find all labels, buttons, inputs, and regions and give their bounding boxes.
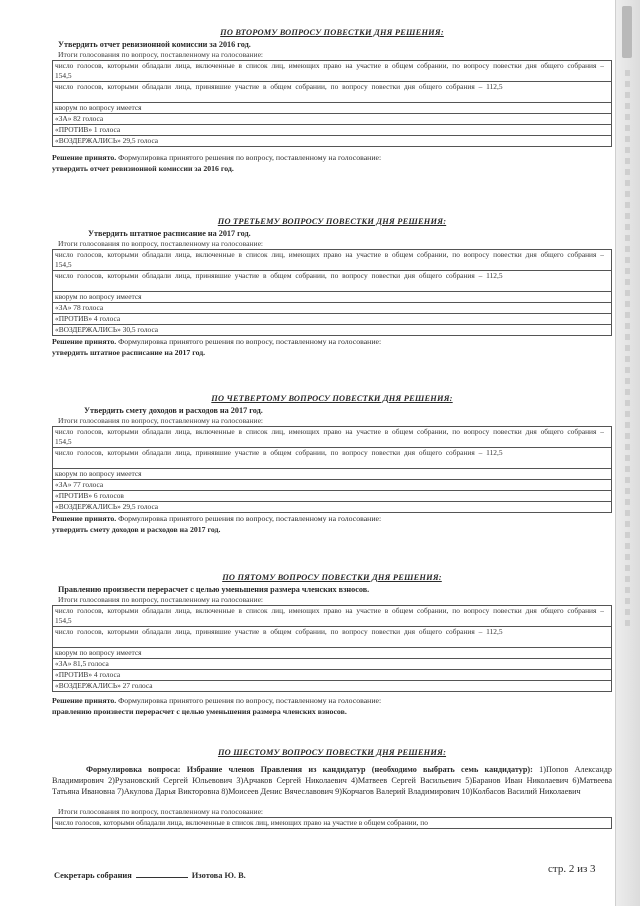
quorum-cell: кворум по вопросу имеется [53, 648, 612, 659]
result-lead: Решение принято. [52, 514, 117, 523]
agenda-section-6 [52, 747, 612, 829]
vote-against-cell: «ПРОТИВ» 4 голоса [53, 670, 612, 681]
vote-table [52, 817, 612, 829]
result-text: Формулировка принятого решения по вопросу, поставленному на голосование: [116, 153, 382, 162]
section-decision: Утвердить отчет ревизионной комиссии за 2016 год. [58, 40, 251, 49]
result-lead: Решение принято. [52, 153, 117, 162]
eligible-votes-cell: число голосов, которыми обладали лица, включенные в список лиц, имеющих право на участие в общем собрании, по вопросу повестки дня общего собрания – 154,5 [53, 427, 612, 448]
eligible-votes-cell: число голосов, которыми обладали лица, включенные в список лиц, имеющих право на участие в общем собрании, по вопросу повестки дня общего собрания – 154,5 [53, 61, 612, 82]
final-decision: утвердить смету доходов и расходов на 2017 год. [52, 525, 221, 534]
result-text: Формулировка принятого решения по вопросу, поставленному на голосование: [116, 514, 382, 523]
section-title: ПО ПЯТОМУ ВОПРОСУ ПОВЕСТКИ ДНЯ РЕШЕНИЯ: [222, 573, 442, 582]
vote-for-cell: «ЗА» 77 голоса [53, 480, 612, 491]
side-scrollbar[interactable] [615, 0, 640, 906]
vote-for-cell: «ЗА» 78 голоса [53, 303, 612, 314]
section-title: ПО ШЕСТОМУ ВОПРОСУ ПОВЕСТКИ ДНЯ РЕШЕНИЯ: [217, 748, 447, 757]
decision-result [52, 695, 612, 706]
secretary-signature [54, 869, 246, 880]
decision-result [52, 336, 612, 347]
participated-votes-cell: число голосов, которыми обладали лица, принявшие участие в общем собрании, по вопросу повестки дня общего собрания – 112,5 [53, 627, 612, 648]
quorum-cell: кворум по вопросу имеется [53, 292, 612, 303]
candidate-list: 1)Попов Александр Владимирович 2)Рузановский Сергей Юльевович 3)Арчаков Сергей Николаевич 4)Матвеев Сергей Васильевич 5)Баранов Иван Николаевич 6)Матвеева Татьяна Ивановна 7)Акулова Дарья Викторовна 8)Моисеев Денис Вячеславович 9)Корчагов Валерий Владимирович 10)Колбасов Василий Николаевич [52, 765, 612, 796]
vote-summary-label: Итоги голосования по вопросу, поставленному на голосование: [58, 595, 264, 604]
vote-abstain-cell: «ВОЗДЕРЖАЛИСЬ» 29,5 голоса [53, 502, 612, 513]
eligible-votes-cell: число голосов, которыми обладали лица, включенные в список лиц, имеющих право на участие в общем собрании, по [53, 818, 612, 829]
page-number: стр. 2 из 3 [548, 863, 596, 875]
agenda-section-4 [52, 393, 612, 535]
participated-votes-cell: число голосов, которыми обладали лица, принявшие участие в общем собрании, по вопросу повестки дня общего собрания – 112,5 [53, 448, 612, 469]
vote-against-cell: «ПРОТИВ» 6 голосов [53, 491, 612, 502]
quorum-cell: кворум по вопросу имеется [53, 469, 612, 480]
agenda-section-2 [52, 27, 612, 174]
section-decision: Утвердить штатное расписание на 2017 год. [88, 229, 251, 238]
vote-table [52, 605, 612, 692]
eligible-votes-cell: число голосов, которыми обладали лица, включенные в список лиц, имеющих право на участие в общем собрании, по вопросу повестки дня общего собрания – 154,5 [53, 250, 612, 271]
vote-abstain-cell: «ВОЗДЕРЖАЛИСЬ» 29,5 голоса [53, 136, 612, 147]
vote-abstain-cell: «ВОЗДЕРЖАЛИСЬ» 27 голоса [53, 681, 612, 692]
participated-votes-cell: число голосов, которыми обладали лица, принявшие участие в общем собрании, по вопросу повестки дня общего собрания – 112,5 [53, 271, 612, 292]
signature-line [136, 869, 188, 878]
secretary-label: Секретарь собрания [54, 871, 132, 880]
section-decision: Правлению произвести перерасчет с целью уменьшения размера членских взносов. [58, 585, 370, 594]
vote-against-cell: «ПРОТИВ» 4 голоса [53, 314, 612, 325]
result-text: Формулировка принятого решения по вопросу, поставленному на голосование: [116, 337, 382, 346]
vote-summary-label: Итоги голосования по вопросу, поставленному на голосование: [58, 239, 264, 248]
result-lead: Решение принято. [52, 337, 117, 346]
secretary-name: Изотова Ю. В. [191, 871, 246, 880]
formulation-lead: Формулировка вопроса: Избрание членов Правления из кандидатур (необходимо выбрать семь кандидатур): [86, 765, 540, 774]
result-text: Формулировка принятого решения по вопросу, поставленному на голосование: [116, 696, 382, 705]
scrollbar-track[interactable] [625, 70, 630, 630]
scrollbar-thumb[interactable] [622, 6, 632, 58]
participated-votes-cell: число голосов, которыми обладали лица, принявшие участие в общем собрании, по вопросу повестки дня общего собрания – 112,5 [53, 82, 612, 103]
vote-table [52, 60, 612, 147]
agenda-section-3 [52, 216, 612, 358]
final-decision: правлению произвести перерасчет с целью уменьшения размера членских взносов. [52, 707, 347, 716]
vote-summary-label: Итоги голосования по вопросу, поставленному на голосование: [58, 50, 264, 59]
section-title: ПО ВТОРОМУ ВОПРОСУ ПОВЕСТКИ ДНЯ РЕШЕНИЯ: [220, 28, 444, 37]
final-decision: утвердить штатное расписание на 2017 год. [52, 348, 206, 357]
vote-for-cell: «ЗА» 81,5 голоса [53, 659, 612, 670]
vote-against-cell: «ПРОТИВ» 1 голоса [53, 125, 612, 136]
vote-for-cell: «ЗА» 82 голоса [53, 114, 612, 125]
agenda-section-5 [52, 572, 612, 717]
section-decision: Утвердить смету доходов и расходов на 2017 год. [84, 406, 263, 415]
vote-summary-label: Итоги голосования по вопросу, поставленному на голосование: [58, 807, 264, 816]
section-title: ПО ЧЕТВЕРТОМУ ВОПРОСУ ПОВЕСТКИ ДНЯ РЕШЕНИЯ: [211, 394, 453, 403]
vote-table [52, 249, 612, 336]
decision-result [52, 152, 612, 163]
question-formulation [52, 764, 612, 808]
decision-result [52, 513, 612, 524]
vote-table [52, 426, 612, 513]
quorum-cell: кворум по вопросу имеется [53, 103, 612, 114]
vote-abstain-cell: «ВОЗДЕРЖАЛИСЬ» 30,5 голоса [53, 325, 612, 336]
vote-summary-label: Итоги голосования по вопросу, поставленному на голосование: [58, 416, 264, 425]
final-decision: утвердить отчет ревизионной комиссии за 2016 год. [52, 164, 234, 173]
result-lead: Решение принято. [52, 696, 117, 705]
eligible-votes-cell: число голосов, которыми обладали лица, включенные в список лиц, имеющих право на участие в общем собрании, по вопросу повестки дня общего собрания – 154,5 [53, 606, 612, 627]
section-title: ПО ТРЕТЬЕМУ ВОПРОСУ ПОВЕСТКИ ДНЯ РЕШЕНИЯ: [217, 217, 447, 226]
